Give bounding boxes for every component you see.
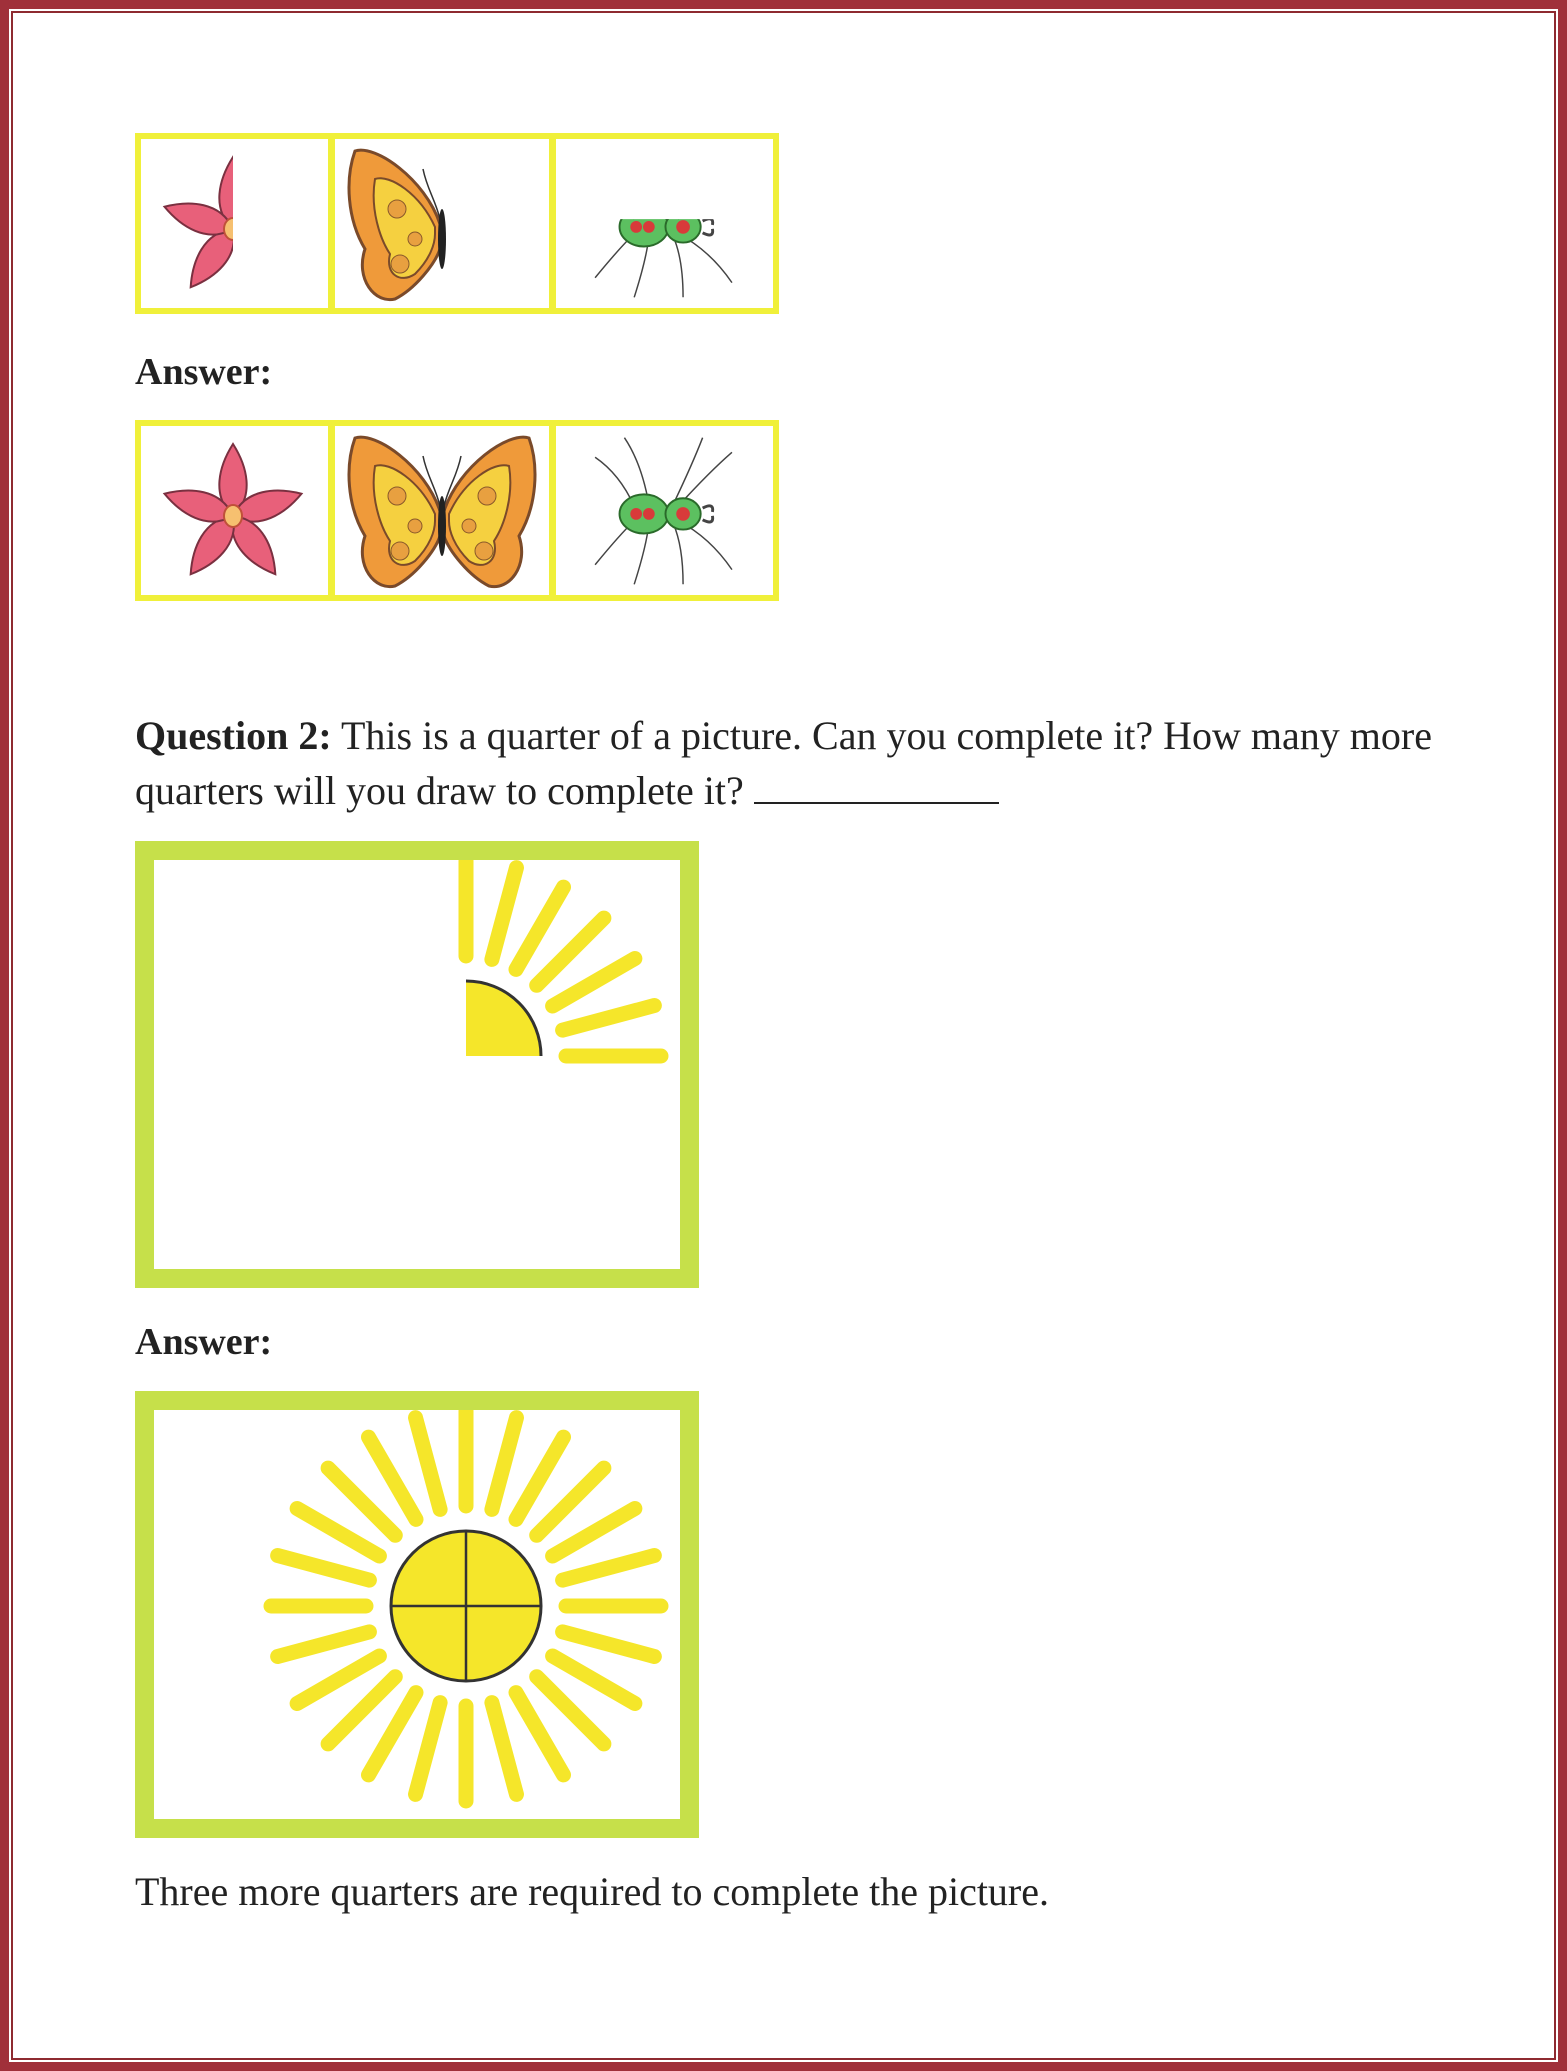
flower-cell: [141, 426, 328, 595]
question-2-label: Question 2:: [135, 713, 332, 758]
half-flower-image: [141, 139, 328, 308]
sun-ray: [563, 1632, 655, 1657]
sun-ray: [278, 1556, 370, 1581]
quarter-sun-picture: [135, 841, 699, 1288]
conclusion-text: Three more quarters are required to complete the picture.: [135, 1869, 1050, 1914]
question-2: [135, 708, 1432, 818]
full-pictures-panel: [135, 420, 779, 601]
full-sun-picture: [135, 1391, 699, 1838]
butterfly-cell: [335, 426, 549, 595]
sun-ray: [563, 1556, 655, 1581]
half-spider-image: [556, 139, 773, 308]
question-2-text: This is a quarter of a picture. Can you complete it? How many more quarters will you draw to complete it?: [135, 713, 1432, 813]
half-flower-cell: [141, 139, 328, 308]
half-butterfly-cell: [335, 139, 549, 308]
flower-image: [141, 426, 328, 595]
sun-ray: [416, 1418, 441, 1510]
spider-cell: [556, 426, 773, 595]
half-spider-cell: [556, 139, 773, 308]
sun-ray: [492, 868, 517, 960]
answer-blank[interactable]: [754, 768, 999, 804]
answer-label-1: Answer:: [135, 351, 273, 393]
sun-ray: [492, 1418, 517, 1510]
spider-image: [556, 426, 773, 595]
half-butterfly-image: [335, 139, 549, 308]
full-sun-image: [154, 1410, 680, 1819]
sun-ray: [492, 1703, 517, 1795]
half-pictures-panel: [135, 133, 779, 314]
butterfly-image: [335, 426, 549, 595]
sun-ray: [416, 1703, 441, 1795]
sun-ray: [563, 1006, 655, 1031]
sun-ray: [278, 1632, 370, 1657]
quarter-sun-image: [154, 860, 680, 1269]
answer-label-2: Answer:: [135, 1321, 273, 1363]
